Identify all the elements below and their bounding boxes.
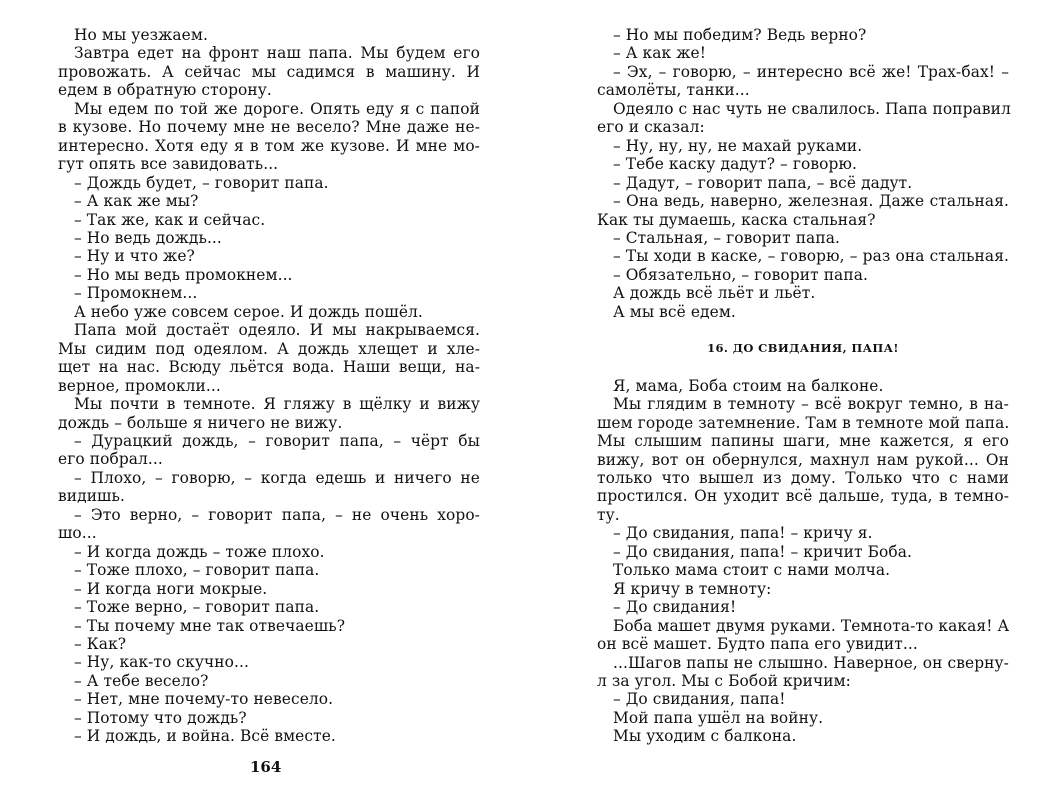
page-number: 164 [250,758,282,776]
text-line: гут опять все завидовать... [58,155,279,174]
text-line: – Ну, ну, ну, не махай руками. [613,136,863,155]
text-line: Мой папа ушёл на войну. [613,708,824,727]
text-line: едем в обратную сторону. [58,81,272,100]
chapter-heading: 16. ДО СВИДАНИЯ, ПАПА! [707,341,899,356]
text-line: А небо уже совсем серое. И дождь пошёл. [74,302,423,321]
text-line: он всё машет. Будто папа его увидит... [597,635,918,654]
text-line: Я, мама, Боба стоим на балконе. [613,376,884,395]
text-line: Мы слышим папины шаги, мне кажется, я его [597,432,1009,451]
text-line: Мы сидим под одеялом. А дождь хлещет и хле- [58,339,480,358]
text-line: – До свидания, папа! [613,690,786,709]
text-line: Мы уходим с балкона. [613,727,797,746]
text-line: – Плохо, – говорю, – когда едешь и ничего не [74,468,480,487]
text-line: его и сказал: [597,118,705,137]
text-line: А дождь всё льёт и льёт. [613,284,816,303]
text-line: – Тоже верно, – говорит папа. [74,598,320,617]
text-line: – Дождь будет, – говорит папа. [74,173,329,192]
text-line: Завтра едет на фронт наш папа. Мы будем его [74,44,480,63]
text-line: интересно. Хотя еду я в том же кузове. И мне мо- [58,136,480,155]
text-line: – Ты почему мне так отвечаешь? [74,616,346,635]
text-line: – Промокнем... [74,284,198,303]
text-line: самолёты, танки... [597,81,750,100]
text-line: Мы едем по той же дороге. Опять еду я с папой [74,99,480,118]
text-line: – И дождь, и война. Всё вместе. [74,727,336,746]
text-line: Папа мой достаёт одеяло. И мы накрываемся. [74,321,480,340]
text-line: – Ну, как-то скучно... [74,653,250,672]
text-line: ...Шагов папы не слышно. Наверное, он сверну- [613,653,1009,672]
text-line: Одеяло с нас чуть не свалилось. Папа поправил [613,99,1011,118]
text-line: – Но мы ведь промокнем... [74,265,293,284]
text-line: Боба машет двумя руками. Темнота-то какая! А [613,616,1010,635]
text-line: – До свидания! [613,598,737,617]
text-line: в кузове. Но почему мне не весело? Мне даже не- [58,118,480,137]
text-line: – А тебе весело? [74,671,209,690]
text-line: – Потому что дождь? [74,708,247,727]
text-line: – Она ведь, наверно, железная. Даже стальная. [613,192,1009,211]
text-line: – А как же мы? [74,192,199,211]
text-line: – Эх, – говорю, – интересно всё же! Трах-бах! – [613,62,1009,81]
text-line: – Нет, мне почему-то невесело. [74,690,334,709]
text-line: Мы почти в темноте. Я гляжу в щёлку и вижу [74,395,480,414]
text-line: верное, промокли... [58,376,221,395]
text-line: – До свидания, папа! – кричит Боба. [613,542,912,561]
text-line: провожать. А сейчас мы садимся в машину. И [58,62,480,81]
text-line: л за угол. Мы с Бобой кричим: [597,671,851,690]
text-line: шо... [58,524,97,543]
text-line: щет на нас. Всюду льётся вода. Наши вещи, на- [58,358,480,377]
text-line: Я кричу в темноту: [613,579,772,598]
text-line: только что вышел из дому. Только что с нами [597,468,1009,487]
text-line: – Как? [74,634,127,653]
text-line: – И когда дождь – тоже плохо. [74,542,325,561]
text-line: его побрал... [58,450,163,469]
text-line: ту. [597,505,620,524]
text-line: – Тебе каску дадут? – говорю. [613,155,857,174]
text-line: Мы глядим в темноту – всё вокруг темно, в на- [613,395,1009,414]
text-line: Но мы уезжаем. [74,26,208,44]
text-line: – Стальная, – говорит папа. [613,228,840,247]
right-page [597,26,1009,746]
text-line: – Тоже плохо, – говорит папа. [74,561,320,580]
text-line: Как ты думаешь, каска стальная? [597,210,876,229]
text-line: – Дурацкий дождь, – говорит папа, – чёрт бы [74,431,480,450]
text-line: – И когда ноги мокрые. [74,579,268,598]
text-line: – Это верно, – говорит папа, – не очень хоро- [74,505,480,524]
text-line: простился. Он уходит всё дальше, туда, в темно- [597,487,1009,506]
text-line: – Дадут, – говорит папа, – всё дадут. [613,173,913,192]
text-line: видишь. [58,487,125,506]
text-line: – Так же, как и сейчас. [74,210,266,229]
text-line: Только мама стоит с нами молча. [613,561,891,580]
text-line: – Но мы победим? Ведь верно? [613,26,867,44]
text-line: – Ну и что же? [74,247,195,266]
left-page [58,26,480,746]
text-line: – Обязательно, – говорит папа. [613,265,868,284]
text-line: – А как же! [613,44,706,63]
text-line: дождь – больше я ничего не вижу. [58,413,343,432]
text-line: – Но ведь дождь... [74,228,222,247]
text-line: вижу, вот он обернулся, махнул нам рукой... Он [597,450,1009,469]
text-line: А мы всё едем. [613,302,736,321]
text-line: – Ты ходи в каске, – говорю, – раз она стальная. [613,247,1009,266]
text-line: шем городе затемнение. Там в темноте мой папа. [597,413,1010,432]
text-line: – До свидания, папа! – кричу я. [613,524,873,543]
